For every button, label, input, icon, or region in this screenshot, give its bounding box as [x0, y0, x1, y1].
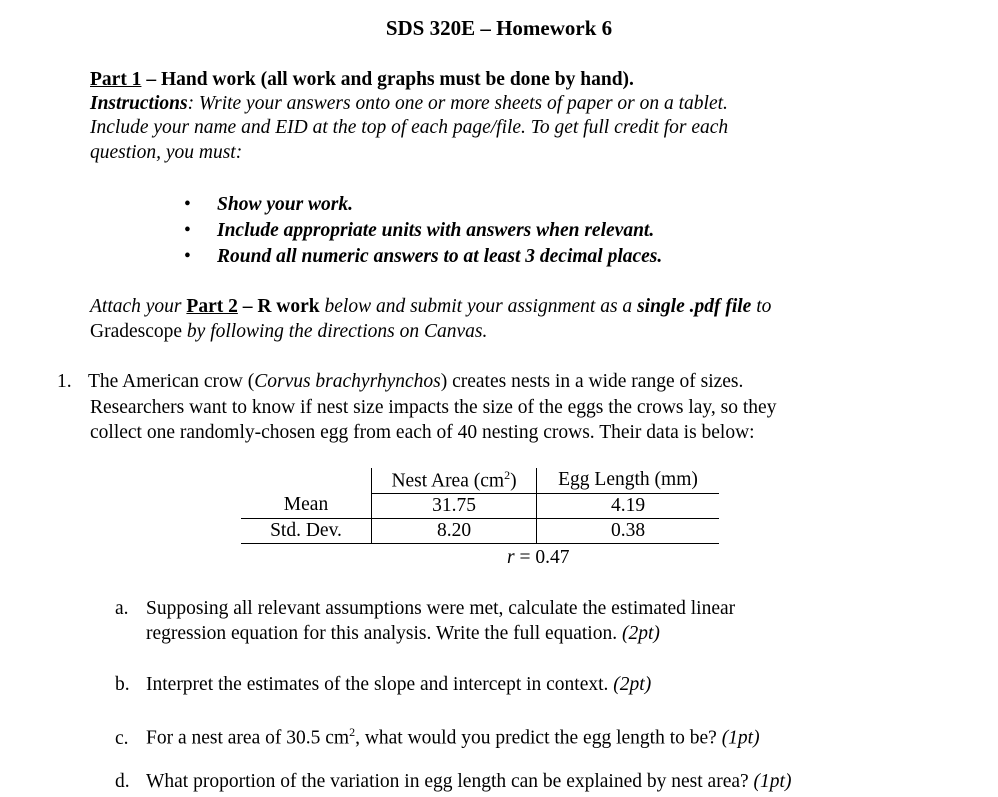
- part-text: regression equation for this analysis. Write the full equation.: [146, 623, 618, 644]
- instructions-line-3: question, you must:: [90, 142, 243, 163]
- question-1-line-1: [57, 370, 743, 393]
- bullet-icon: •: [184, 194, 191, 215]
- col-header-text: Nest Area (cm: [391, 470, 505, 492]
- part1-heading-rest: – Hand work (all work and graphs must be done by hand).: [141, 69, 634, 90]
- part-b: [115, 673, 651, 696]
- part-sup: 2: [349, 725, 356, 739]
- part-label: d.: [115, 771, 130, 792]
- points-label: (2pt): [613, 674, 652, 695]
- attach-line-2: [90, 320, 487, 343]
- table-row: [241, 518, 719, 543]
- question-1-line-3: collect one randomly-chosen egg from each of 40 nesting crows. Their data is below:: [90, 422, 755, 443]
- page-title: SDS 320E – Homework 6: [385, 16, 613, 40]
- attach-text: to: [751, 296, 772, 317]
- part-c: [115, 721, 760, 750]
- bullet-item: [184, 193, 353, 216]
- part-label: b.: [115, 674, 130, 695]
- points-label: (2pt): [621, 623, 660, 644]
- correlation-text: = 0.47: [514, 547, 570, 568]
- table-row: [241, 493, 719, 518]
- question-text: The American crow (: [88, 371, 255, 392]
- table-header-row: [241, 468, 719, 493]
- bullet-item: [184, 245, 662, 268]
- instructions-line-2: Include your name and EID at the top of each page/file. To get full credit for each: [90, 117, 729, 138]
- part-text: Supposing all relevant assumptions were met, calculate the estimated linear: [146, 598, 736, 619]
- points-label: (1pt): [721, 727, 760, 749]
- bullet-text: Show your work.: [217, 194, 354, 215]
- question-1-line-2: Researchers want to know if nest size impacts the size of the eggs the crows lay, so they: [90, 397, 777, 418]
- attach-text: Gradescope: [90, 321, 187, 342]
- question-text: ) creates nests in a wide range of sizes.: [440, 371, 744, 392]
- col-header-sup: 2: [504, 468, 511, 482]
- correlation-symbol: r: [507, 547, 515, 568]
- bullet-icon: •: [184, 220, 191, 241]
- part2-rest: – R work: [237, 296, 320, 317]
- part-text: , what would you predict the egg length to be?: [355, 727, 717, 749]
- part-label: c.: [115, 727, 129, 749]
- row-label: Std. Dev.: [241, 518, 372, 543]
- attach-line-1: [90, 295, 771, 318]
- table-cell: 0.38: [537, 518, 720, 543]
- col-header-nest-area: [372, 468, 537, 493]
- part-a-line-1: [115, 597, 735, 620]
- attach-text: Attach your: [90, 296, 187, 317]
- instructions-line-1: [90, 92, 728, 115]
- part2-label: Part 2: [186, 296, 238, 317]
- instructions-text-1: : Write your answers onto one or more sheets of paper or on a tablet.: [187, 93, 728, 114]
- col-header-text: ): [510, 470, 517, 492]
- part-label: a.: [115, 598, 129, 619]
- bullet-text: Include appropriate units with answers when relevant.: [217, 220, 655, 241]
- table-cell: 8.20: [372, 518, 537, 543]
- table-cell: 4.19: [537, 493, 720, 518]
- part-text: What proportion of the variation in egg length can be explained by nest area?: [146, 771, 749, 792]
- attach-bold-file: single .pdf file: [637, 296, 752, 317]
- part-a-line-2: [146, 622, 660, 645]
- question-number: 1.: [57, 371, 72, 392]
- part1-heading: [90, 68, 634, 91]
- species-name: Corvus brachyrhynchos: [254, 371, 441, 392]
- data-table: [241, 468, 719, 544]
- attach-text-italic: by following the directions on Canvas.: [186, 321, 488, 342]
- table-cell: 31.75: [372, 493, 537, 518]
- bullet-icon: •: [184, 246, 191, 267]
- part-text: Interpret the estimates of the slope and intercept in context.: [146, 674, 609, 695]
- part1-label: Part 1: [90, 69, 142, 90]
- points-label: (1pt): [753, 771, 792, 792]
- col-header-egg-length: Egg Length (mm): [537, 468, 720, 493]
- instructions-label: Instructions: [90, 93, 188, 114]
- table-corner: [241, 468, 372, 493]
- bullet-item: [184, 219, 654, 242]
- part-text: For a nest area of 30.5 cm: [146, 727, 350, 749]
- part-d: [115, 770, 791, 793]
- row-label: Mean: [241, 493, 372, 518]
- correlation-value: [507, 546, 569, 569]
- attach-text: below and submit your assignment as a: [319, 296, 638, 317]
- bullet-text: Round all numeric answers to at least 3 decimal places.: [217, 246, 663, 267]
